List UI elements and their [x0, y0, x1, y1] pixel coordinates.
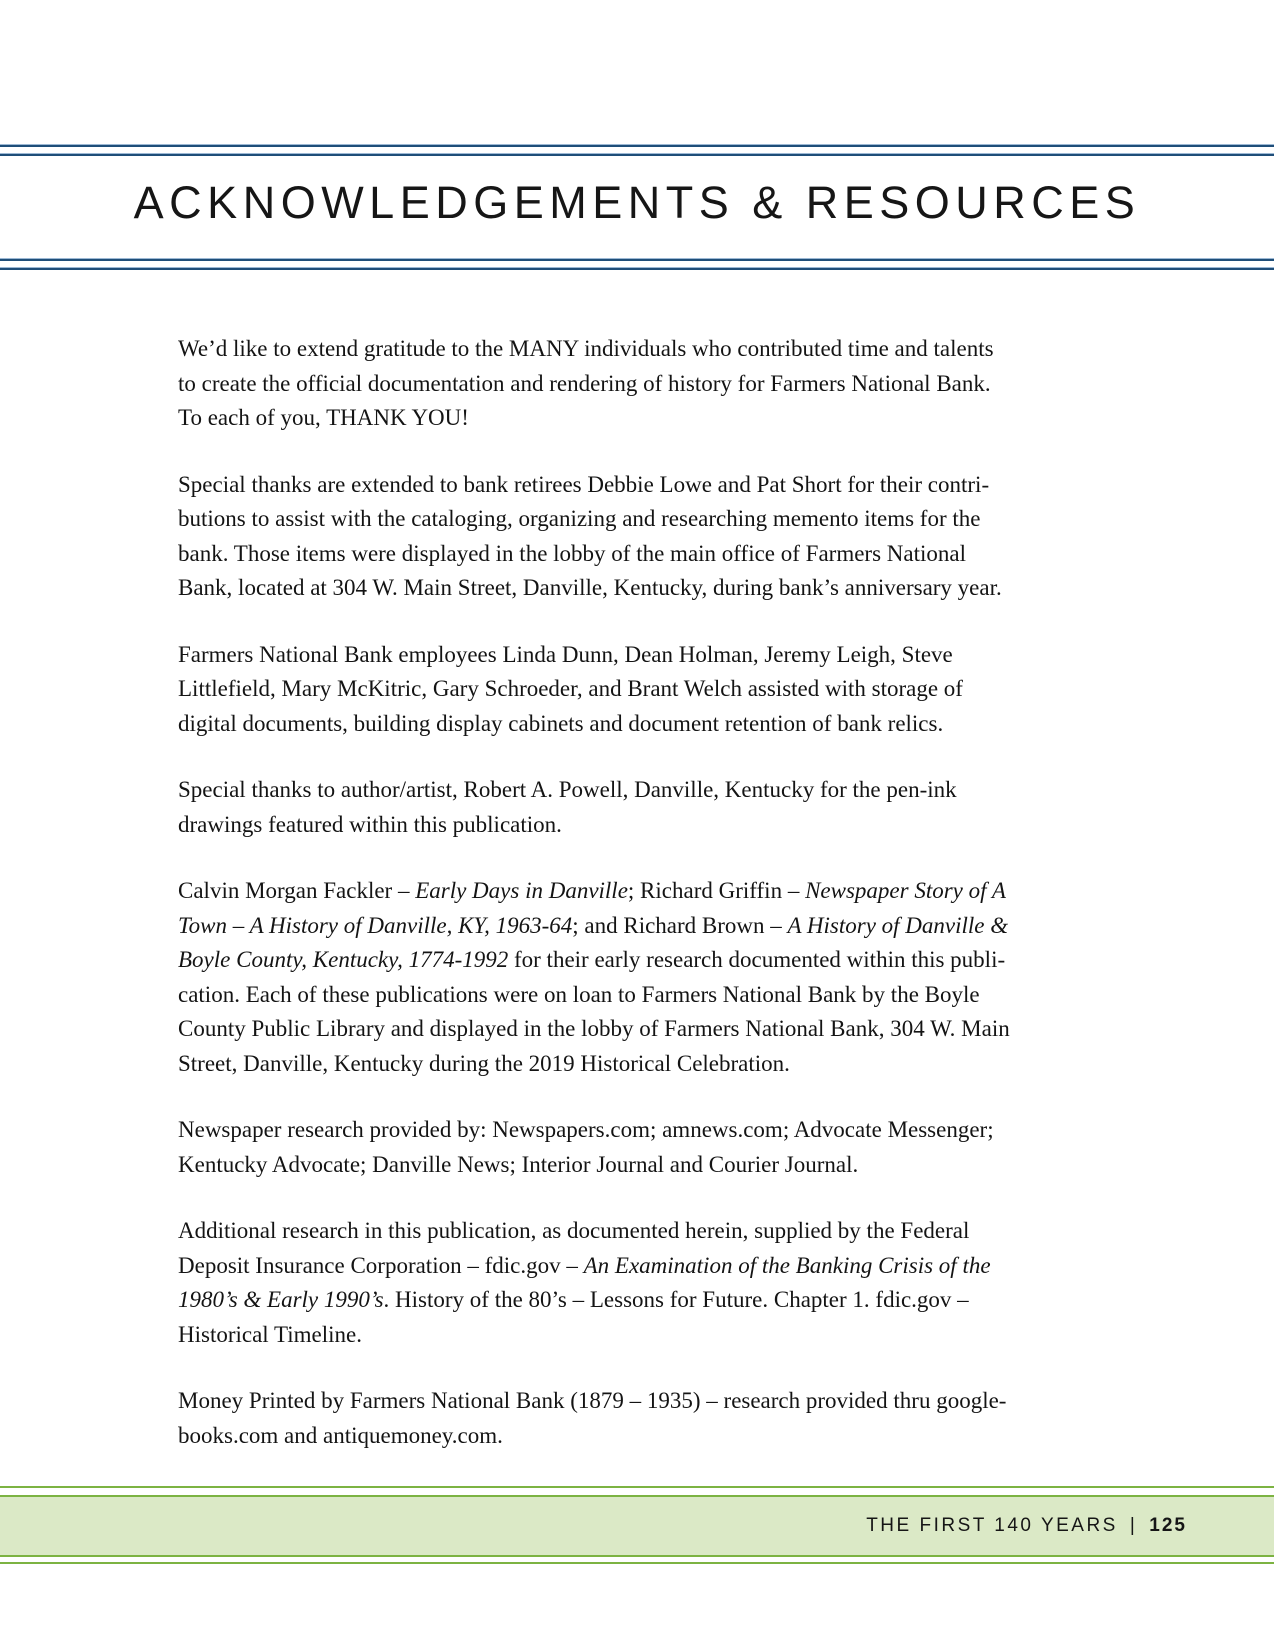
text-line: to create the official documentation and rendering of history for Farmers National Bank. — [178, 370, 991, 396]
text-line: To each of you, THANK YOU! — [178, 405, 469, 430]
text-line: Bank, located at 304 W. Main Street, Danville, Kentucky, during bank’s anniversary year. — [178, 575, 1002, 600]
paragraph-5 — [178, 874, 1118, 1081]
text-line: books.com and antiquemoney.com. — [178, 1422, 503, 1448]
text-line: Farmers National Bank employees Linda Dunn, Dean Holman, Jeremy Leigh, Steve — [178, 641, 953, 667]
text-line: Boyle County, Kentucky, 1774-1992 for their early research documented within this publi- — [178, 947, 1006, 972]
text-line: County Public Library and displayed in the lobby of Farmers National Bank, 304 W. Main — [178, 1016, 1010, 1041]
text-line: drawings featured within this publication. — [178, 811, 562, 837]
text-line: We’d like to extend gratitude to the MANY individuals who contributed time and talents — [178, 336, 994, 361]
footer-rule-top — [0, 1486, 1274, 1488]
paragraph-2 — [178, 468, 1118, 606]
paragraph-6 — [178, 1113, 1118, 1182]
text-line: Special thanks are extended to bank retirees Debbie Lowe and Pat Short for their contri- — [178, 471, 990, 497]
blue-rule — [0, 153, 1274, 156]
text-line: digital documents, building display cabinets and document retention of bank relics. — [178, 710, 944, 736]
text-line: Newspaper research provided by: Newspapers.com; amnews.com; Advocate Messenger; — [178, 1117, 994, 1142]
text-line: Special thanks to author/artist, Robert A. Powell, Danville, Kentucky for the pen-ink — [178, 777, 957, 802]
paragraph-1 — [178, 332, 1118, 436]
text-line: Money Printed by Farmers National Bank (1879 – 1935) – research provided thru google- — [178, 1388, 1007, 1413]
text-line: Littlefield, Mary McKitric, Gary Schroeder, and Brant Welch assisted with storage of — [178, 676, 963, 701]
text-line: Additional research in this publication, as documented herein, supplied by the Federal — [178, 1218, 970, 1243]
text-line: bank. Those items were displayed in the lobby of the main office of Farmers National — [178, 540, 966, 566]
blue-rule — [0, 258, 1274, 261]
text-line: Kentucky Advocate; Danville News; Interior Journal and Courier Journal. — [178, 1151, 859, 1177]
blue-rule — [0, 144, 1274, 147]
header-double-rule-top — [0, 144, 1274, 156]
footer-book-title: THE FIRST 140 YEARS — [866, 1515, 1118, 1536]
text-line: Town – A History of Danville, KY, 1963-64; and Richard Brown – A History of Danville & — [178, 912, 1009, 938]
text-line: Deposit Insurance Corporation – fdic.gov – An Examination of the Banking Crisis of the — [178, 1252, 991, 1278]
paragraph-8 — [178, 1384, 1118, 1453]
text-line: butions to assist with the cataloging, organizing and researching memento items for the — [178, 506, 981, 531]
paragraph-7 — [178, 1214, 1118, 1352]
footer-separator: | — [1129, 1515, 1138, 1536]
body-paragraphs — [178, 332, 1118, 1485]
text-line: cation. Each of these publications were on loan to Farmers National Bank by the Boyle — [178, 981, 980, 1007]
header-double-rule-bottom — [0, 258, 1274, 270]
blue-rule — [0, 267, 1274, 270]
paragraph-4 — [178, 773, 1118, 842]
text-line: Historical Timeline. — [178, 1321, 362, 1347]
page-number: 125 — [1149, 1515, 1187, 1536]
page-title: ACKNOWLEDGEMENTS & RESOURCES — [133, 177, 1141, 228]
text-line: 1980’s & Early 1990’s. History of the 80’s – Lessons for Future. Chapter 1. fdic.gov – — [178, 1287, 969, 1312]
footer-band — [0, 1495, 1274, 1557]
paragraph-3 — [178, 638, 1118, 742]
footer-rule-bottom — [0, 1562, 1274, 1564]
text-line: Street, Danville, Kentucky during the 2019 Historical Celebration. — [178, 1050, 790, 1076]
text-line: Calvin Morgan Fackler – Early Days in Danville; Richard Griffin – Newspaper Story of A — [178, 878, 1006, 903]
